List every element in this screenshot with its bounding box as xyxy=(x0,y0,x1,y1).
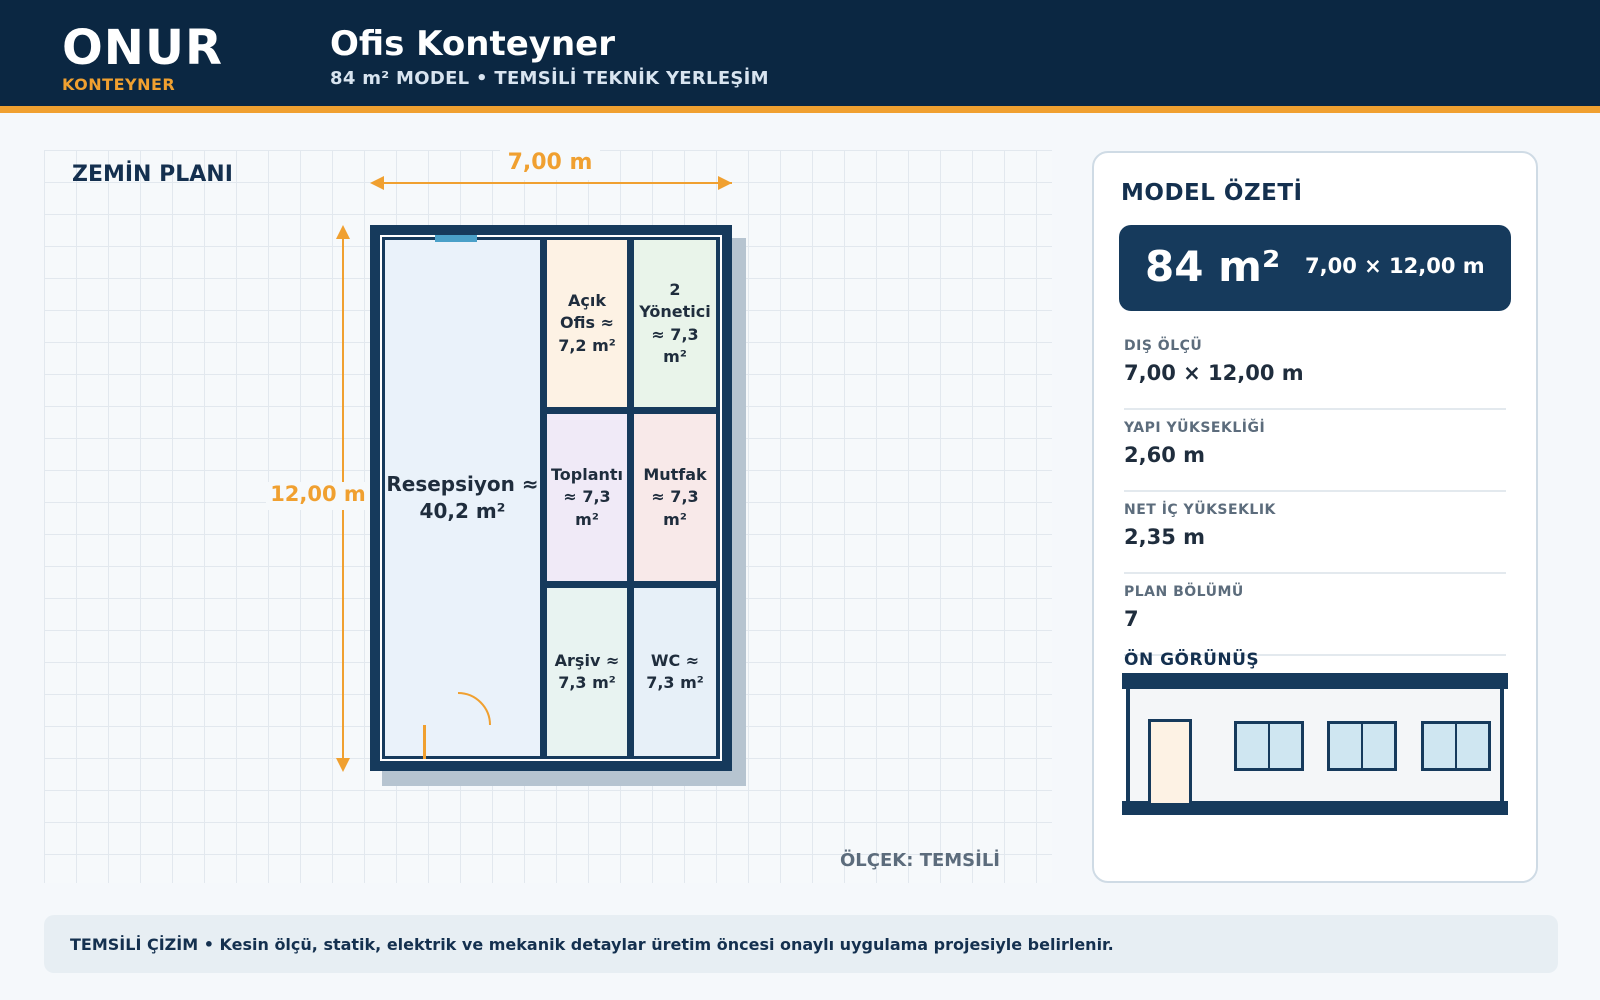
door-leaf-icon xyxy=(423,725,426,759)
room-area: 7,3 m² xyxy=(558,673,616,692)
room-meeting[interactable] xyxy=(547,414,627,581)
room-area: 7,3 m² xyxy=(646,673,704,692)
page-subtitle: 84 m² MODEL • TEMSİLİ TEKNİK YERLEŞİM xyxy=(330,68,769,89)
brand-logo: ONUR xyxy=(62,20,223,76)
spec-value: 2,60 m xyxy=(1124,443,1206,467)
spec-label: PLAN BÖLÜMÜ xyxy=(1124,584,1244,600)
room-label: 2 xyxy=(669,279,681,299)
summary-title: MODEL ÖZETİ xyxy=(1121,180,1303,206)
front-window-icon xyxy=(1327,721,1397,771)
front-window-icon xyxy=(1234,721,1304,771)
floor-plan-title: ZEMİN PLANI xyxy=(72,162,233,187)
window-icon xyxy=(435,235,477,242)
spec-label: NET İÇ YÜKSEKLIK xyxy=(1124,502,1276,518)
room-label: Açık xyxy=(568,290,606,310)
arrow-left-icon xyxy=(370,176,384,190)
room-area: 40,2 m² xyxy=(419,499,506,523)
room-label: Ofis ≈ xyxy=(560,313,614,333)
page-title: Ofis Konteyner xyxy=(330,24,615,64)
front-view-roof xyxy=(1122,673,1508,689)
scale-label: ÖLÇEK: TEMSİLİ xyxy=(840,850,1001,871)
width-dimension-label: 7,00 m xyxy=(500,150,600,180)
room-area: 7,2 m² xyxy=(558,335,616,355)
room-kitchen[interactable] xyxy=(634,414,716,581)
spec-row-structure-height xyxy=(1124,410,1506,492)
room-reception[interactable] xyxy=(385,240,540,756)
spec-value: 7,00 × 12,00 m xyxy=(1124,361,1304,385)
room-label: Toplantı xyxy=(550,464,624,484)
front-view-title: ÖN GÖRÜNÜŞ xyxy=(1124,650,1260,670)
spec-row-outer-dimensions xyxy=(1124,328,1506,410)
arrow-right-icon xyxy=(718,176,732,190)
spec-label: DIŞ ÖLÇÜ xyxy=(1124,338,1203,354)
spec-value: 2,35 m xyxy=(1124,525,1206,549)
room-label: WC ≈ xyxy=(650,650,700,670)
arrow-down-icon xyxy=(336,758,350,772)
room-area: ≈ 7,3 xyxy=(563,487,611,507)
room-archive[interactable] xyxy=(547,588,627,756)
width-dimension-line xyxy=(372,182,732,184)
arrow-up-icon xyxy=(336,225,350,239)
brand-logo-subtitle: KONTEYNER xyxy=(62,75,176,94)
header-bar xyxy=(0,0,1600,106)
room-area: m² xyxy=(663,346,687,366)
spec-label: YAPI YÜKSEKLİĞİ xyxy=(1124,420,1266,436)
spec-row-plan-sections xyxy=(1124,574,1506,656)
header-accent-stripe xyxy=(0,106,1600,113)
footer-note: TEMSİLİ ÇİZİM • Kesin ölçü, statik, elektrik ve mekanik detaylar üretim öncesi onaylı uygulama projesiyle belirlenir. xyxy=(70,935,1114,954)
spec-row-net-height xyxy=(1124,492,1506,574)
room-area: ≈ 7,3 xyxy=(651,487,699,507)
area-dimensions: 7,00 × 12,00 m xyxy=(1305,254,1485,278)
front-window-icon xyxy=(1421,721,1491,771)
room-label: Mutfak xyxy=(643,464,707,484)
height-dimension-label: 12,00 m xyxy=(266,482,370,510)
room-label: Yönetici xyxy=(639,302,711,322)
room-wc[interactable] xyxy=(634,588,716,756)
area-value: 84 m² xyxy=(1145,242,1281,291)
room-label: Arşiv ≈ xyxy=(554,650,620,670)
room-area: m² xyxy=(663,509,687,529)
room-area: m² xyxy=(575,509,599,529)
room-manager[interactable] xyxy=(634,240,716,407)
room-area: ≈ 7,3 xyxy=(651,324,699,344)
spec-value: 7 xyxy=(1124,607,1139,631)
front-door-icon xyxy=(1148,719,1192,803)
front-view-base xyxy=(1122,801,1508,815)
room-label: Resepsiyon ≈ xyxy=(386,472,539,496)
room-open-office[interactable] xyxy=(547,240,627,407)
